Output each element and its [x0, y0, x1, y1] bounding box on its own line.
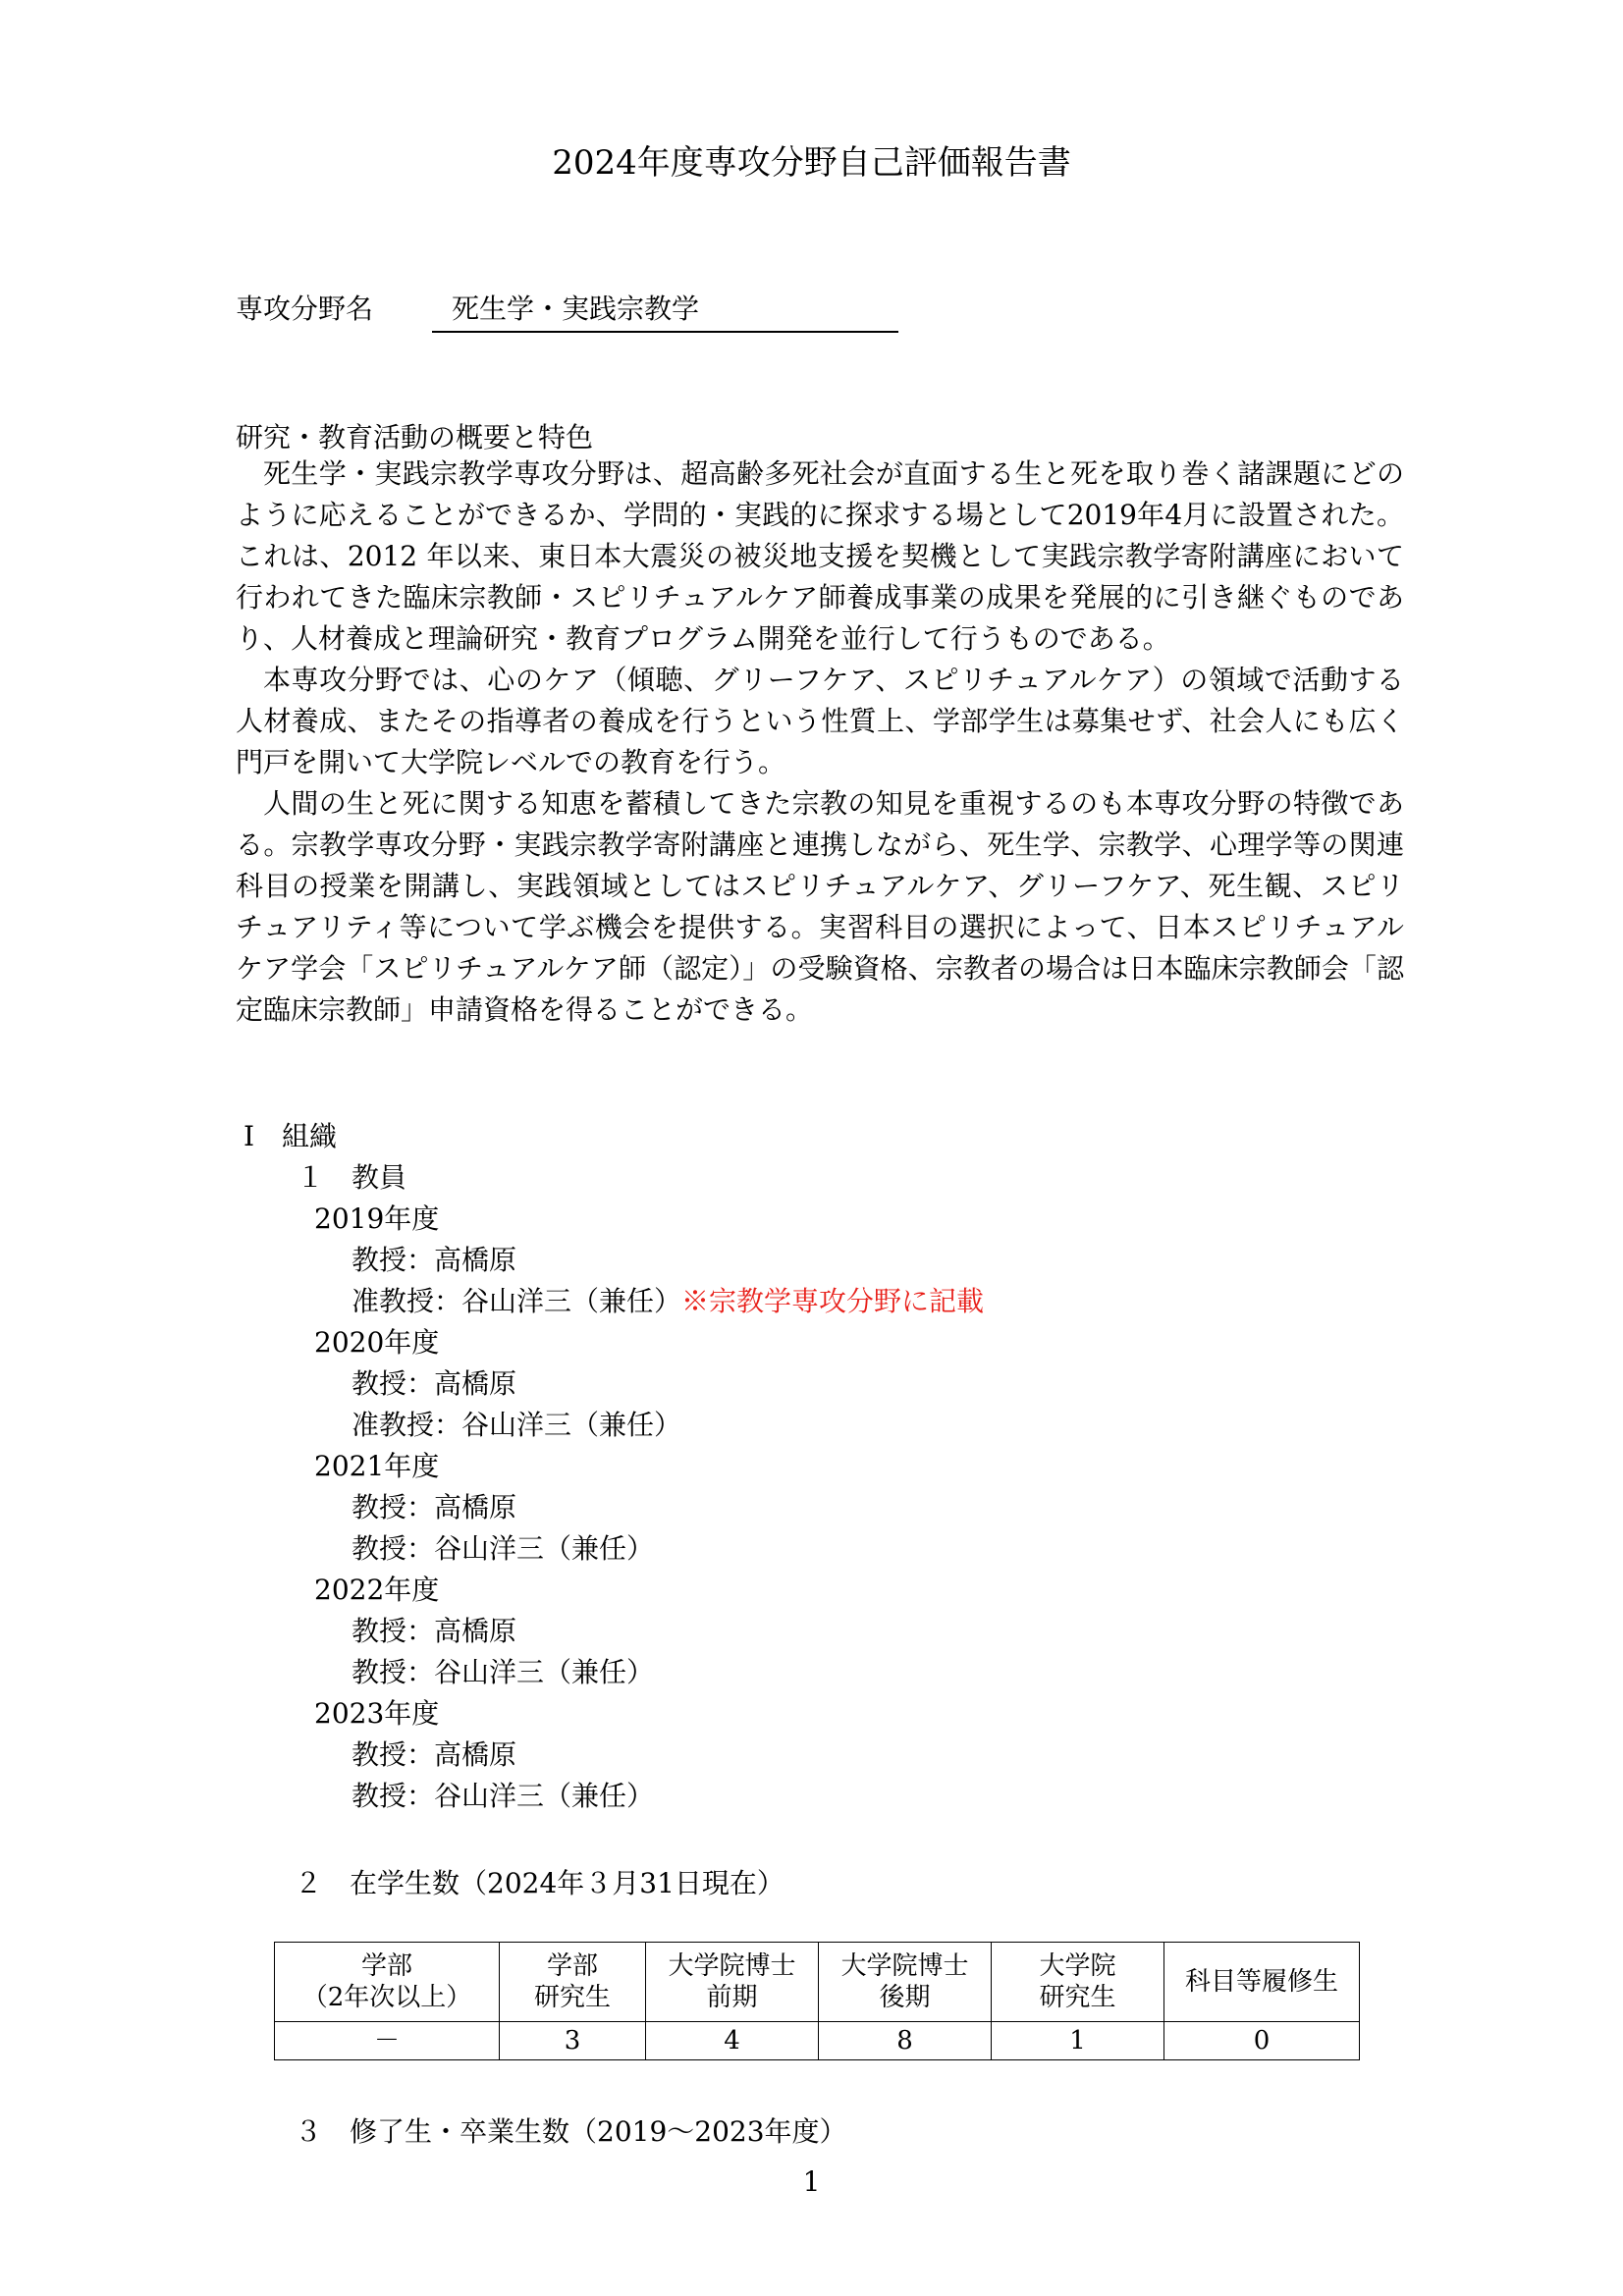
faculty-member: 教授：高橋原 [352, 1738, 517, 1771]
faculty-member: 准教授：谷山洋三（兼任） [352, 1409, 682, 1441]
overview-body [236, 454, 1404, 1031]
graduates-heading: ３ 修了生・卒業生数（2019～2023年度） [295, 2115, 847, 2148]
faculty-year: 2022年度 [314, 1574, 440, 1606]
table-cell: 4 [646, 2022, 819, 2060]
overview-paragraph: 本専攻分野では、心のケア（傾聴、グリーフケア、スピリチュアルケア）の領域で活動する人材養成、またその指導者の養成を行うという性質上、学部学生は募集せず、社会人にも広く門戸を開いて大学院レベルでの教育を行う。 [236, 664, 1404, 778]
table-header-cell: 学部 （2年次以上） [275, 1943, 500, 2022]
overview-paragraph: 死生学・実践宗教学専攻分野は、超高齢多死社会が直面する生と死を取り巻く諸課題にどのように応えることができるか、学問的・実践的に探求する場として2019年4月に設置された。これは、2012 年以来、東日本大震災の被災地支援を契機として実践宗教学寄附講座において行われてきた臨床宗教師・スピリチュアルケア師養成事業の成果を発展的に引き継ぐものであり、人材養成と理論研究・教育プログラム開発を並行して行うものである。 [236, 457, 1404, 655]
table-header-cell: 科目等履修生 [1164, 1943, 1360, 2022]
table-cell: － [275, 2022, 500, 2060]
faculty-member: 教授：高橋原 [352, 1367, 517, 1400]
table-header-cell: 大学院博士 後期 [819, 1943, 992, 2022]
table-cell: 0 [1164, 2022, 1360, 2060]
faculty-member: 准教授：谷山洋三（兼任）※宗教学専攻分野に記載 [352, 1285, 985, 1317]
table-header-cell: 学部 研究生 [500, 1943, 646, 2022]
overview-paragraph: 人間の生と死に関する知恵を蓄積してきた宗教の知見を重視するのも本専攻分野の特徴である。宗教学専攻分野・実践宗教学寄附講座と連携しながら、死生学、宗教学、心理学等の関連科目の授業を開講し、実践領域としてはスピリチュアルケア、グリーフケア、死生観、スピリチュアリティ等について学ぶ機会を提供する。実習科目の選択によって、日本スピリチュアルケア学会「スピリチュアルケア師（認定）」の受験資格、宗教者の場合は日本臨床宗教師会「認定臨床宗教師」申請資格を得ることができる。 [236, 787, 1404, 1026]
field-name-value: 死生学・実践宗教学 [432, 288, 898, 333]
faculty-member: 教授：高橋原 [352, 1615, 517, 1647]
table-header-cell: 大学院 研究生 [992, 1943, 1164, 2022]
faculty-member: 教授：谷山洋三（兼任） [352, 1532, 655, 1565]
students-heading: ２ 在学生数（2024年３月31日現在） [295, 1867, 784, 1899]
faculty-year: 2021年度 [314, 1450, 440, 1482]
faculty-member: 教授：高橋原 [352, 1491, 517, 1523]
faculty-year: 2019年度 [314, 1202, 440, 1235]
faculty-note: ※宗教学専攻分野に記載 [681, 1285, 985, 1317]
overview-heading: 研究・教育活動の概要と特色 [236, 421, 594, 454]
table-cell: 8 [819, 2022, 992, 2060]
table-cell: 1 [992, 2022, 1164, 2060]
faculty-member: 教授：谷山洋三（兼任） [352, 1780, 655, 1812]
table-row [275, 2022, 1360, 2060]
document-title: 2024年度専攻分野自己評価報告書 [552, 143, 1071, 183]
table-header-cell: 大学院博士 前期 [646, 1943, 819, 2022]
students-table [274, 1942, 1360, 2060]
table-header-row [275, 1943, 1360, 2022]
page-number: 1 [802, 2165, 821, 2198]
table-cell: 3 [500, 2022, 646, 2060]
faculty-year: 2020年度 [314, 1326, 440, 1359]
faculty-member: 教授：谷山洋三（兼任） [352, 1656, 655, 1688]
faculty-year: 2023年度 [314, 1697, 440, 1730]
field-name-label: 専攻分野名 [236, 293, 374, 325]
organization-heading: Ⅰ 組織 [243, 1120, 338, 1152]
faculty-member: 教授：高橋原 [352, 1244, 517, 1276]
organization-section [243, 1116, 984, 1817]
faculty-heading: １ 教員 [297, 1161, 407, 1194]
